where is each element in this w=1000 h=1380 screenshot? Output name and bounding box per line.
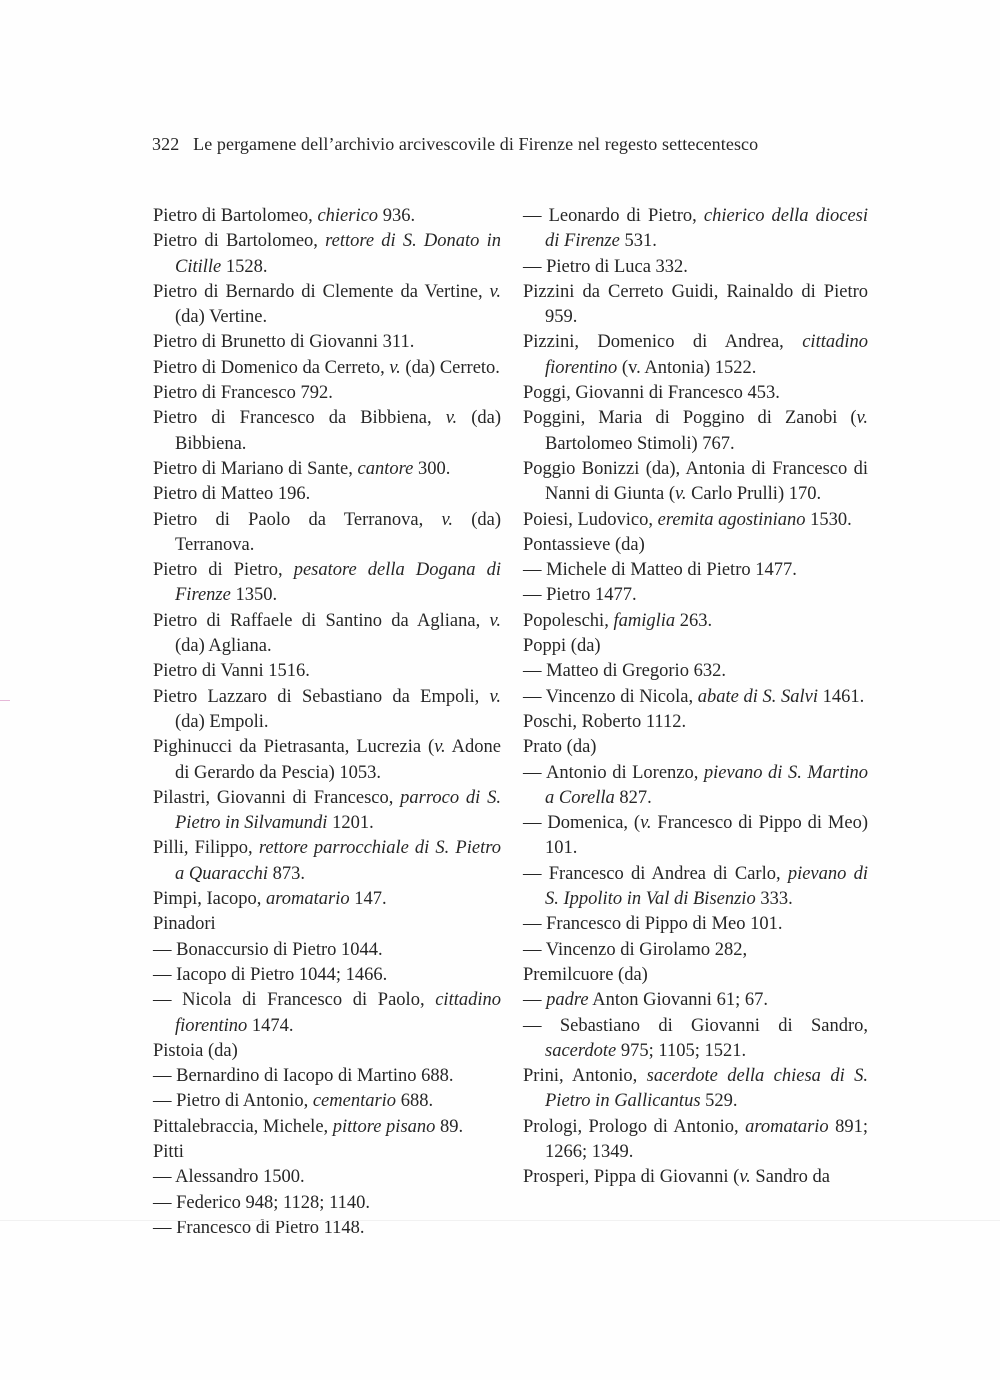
entry-text: Pietro di Raffaele di Santino da Agliana, — [153, 610, 490, 631]
entry-text: Prato (da) — [523, 737, 597, 758]
entry-text: Pilastri, Giovanni di Francesco, — [153, 787, 401, 808]
entry-italic-text: famiglia — [613, 610, 676, 631]
entry-italic-text: abate di S. Salvi — [697, 686, 818, 707]
entry-italic-text: chierico della diocesi di Firenze — [545, 206, 868, 252]
index-entry — [153, 912, 501, 937]
entry-text: — Alessandro 1500. — [153, 1167, 305, 1188]
entry-text: 147. — [349, 889, 387, 910]
entry-italic-text: v. — [441, 509, 453, 530]
index-entry — [523, 634, 868, 659]
index-entry — [523, 255, 868, 280]
entry-text: 891; 1266; 1349. — [545, 1116, 869, 1162]
entry-text: Pitti — [153, 1141, 184, 1162]
scan-line — [0, 1220, 1000, 1221]
entry-text: Pietro di Bartolomeo, — [153, 231, 326, 252]
index-entry — [153, 1140, 501, 1165]
entry-text: Pietro di Brunetto di Giovanni 311. — [153, 332, 415, 353]
entry-text: Poiesi, Ludovico, — [523, 509, 658, 530]
entry-text: — Matteo di Gregorio 632. — [523, 661, 726, 682]
index-column-right — [523, 204, 868, 1191]
entry-text: — Michele di Matteo di Pietro 1477. — [523, 560, 797, 581]
entry-text: Pietro di Matteo 196. — [153, 484, 311, 505]
entry-text: — Francesco di Andrea di Carlo, — [523, 863, 788, 884]
entry-text: (v. Antonia) 1522. — [617, 357, 757, 378]
entry-italic-text: eremita agostiniano — [657, 509, 806, 530]
page-number: 322 — [152, 134, 180, 154]
entry-text: — Vincenzo di Nicola, — [523, 686, 698, 707]
entry-italic-text: sacerdote della chiesa di S. Pietro in Gallicantus — [545, 1066, 868, 1112]
entry-italic-text: cementario — [312, 1091, 397, 1112]
index-entry — [153, 1115, 501, 1140]
entry-text: Pizzini, Domenico di Andrea, — [523, 332, 803, 353]
entry-text: — Pietro di Antonio, — [153, 1091, 313, 1112]
index-entry — [523, 685, 868, 710]
entry-text: 531. — [619, 231, 657, 252]
entry-text: 873. — [268, 863, 305, 884]
entry-text: Pilli, Filippo, — [153, 838, 259, 859]
running-title: Le pergamene dell’archivio arcivescovile di Firenze nel regesto settecentesco — [193, 134, 759, 154]
index-entry — [153, 229, 501, 280]
entry-text: Pistoia (da) — [153, 1040, 238, 1061]
entry-text: — Bernardino di Iacopo di Martino 688. — [153, 1066, 454, 1087]
entry-text: Pietro di Francesco 792. — [153, 383, 333, 404]
index-entry — [523, 963, 868, 988]
index-entry — [523, 1165, 868, 1190]
index-entry — [153, 836, 501, 887]
entry-italic-text: sacerdote — [545, 1040, 617, 1061]
index-entry — [153, 1165, 501, 1190]
entry-text: (da) Vertine. — [175, 307, 268, 328]
index-entry — [153, 685, 501, 736]
index-entry — [153, 482, 501, 507]
entry-text: — Leonardo di Pietro, — [523, 206, 704, 226]
entry-text: 1474. — [247, 1015, 294, 1036]
index-entry — [153, 938, 501, 963]
entry-text: Sandro da — [750, 1167, 830, 1188]
index-entry — [523, 1064, 868, 1115]
entry-text: 975; 1105; 1521. — [616, 1040, 747, 1061]
entry-italic-text: cittadino fiorentino — [175, 990, 501, 1036]
entry-text: 827. — [614, 787, 652, 808]
entry-italic-text: v. — [856, 408, 868, 429]
entry-text: Pietro di Mariano di Sante, — [153, 458, 358, 479]
entry-text: — Nicola di Francesco di Paolo, — [153, 990, 436, 1011]
index-entry — [153, 735, 501, 786]
entry-text: Pietro di Paolo da Terranova, — [153, 509, 442, 530]
entry-italic-text: padre — [546, 990, 589, 1011]
entry-text: Pizzini da Cerreto Guidi, Rainaldo di Pietro 959. — [523, 281, 868, 328]
entry-italic-text: v. — [389, 357, 401, 378]
entry-text: 300. — [413, 458, 451, 479]
entry-text: Poggio Bonizzi (da), Antonia di Francesco di Nanni di Giunta ( — [523, 458, 868, 505]
entry-text: Pittalebraccia, Michele, — [153, 1116, 333, 1137]
index-entry — [153, 204, 501, 229]
index-entry — [523, 735, 868, 760]
index-entry — [523, 659, 868, 684]
index-entry — [153, 887, 501, 912]
index-entry — [523, 204, 868, 255]
entry-text: 333. — [755, 889, 793, 910]
index-entry — [523, 1014, 868, 1065]
entry-text: — — [523, 990, 547, 1011]
index-entry — [153, 659, 501, 684]
index-entry — [153, 508, 501, 559]
index-entry — [523, 583, 868, 608]
entry-italic-text: chierico — [317, 206, 379, 226]
entry-text: — Pietro 1477. — [523, 585, 637, 606]
entry-text: — Francesco di Pippo di Meo 101. — [523, 914, 783, 935]
entry-text: Poggini, Maria di Poggino di Zanobi ( — [523, 408, 857, 429]
entry-italic-text: aromatario — [745, 1116, 829, 1137]
entry-text: — Federico 948; 1128; 1140. — [153, 1192, 371, 1213]
entry-italic-text: v. — [489, 686, 501, 707]
index-entry — [523, 761, 868, 812]
index-entry — [523, 710, 868, 735]
entry-italic-text: rettore di S. Donato in Citille — [175, 231, 501, 277]
entry-text: 529. — [700, 1091, 738, 1112]
entry-italic-text: v. — [640, 813, 652, 834]
entry-text: — Iacopo di Pietro 1044; 1466. — [153, 964, 388, 985]
entry-italic-text: rettore parrocchiale di S. Pietro a Quaracchi — [175, 838, 501, 884]
index-entry — [523, 508, 868, 533]
margin-mark — [0, 700, 10, 701]
entry-italic-text: aromatario — [266, 889, 350, 910]
entry-text: (da) Terranova. — [175, 509, 501, 555]
index-entry — [153, 1064, 501, 1089]
entry-text: Pietro di Bartolomeo, — [153, 206, 318, 226]
entry-text: Francesco di Pippo di Meo) 101. — [545, 813, 868, 859]
index-entry — [523, 609, 868, 634]
running-header — [152, 134, 758, 155]
entry-italic-text: cittadino fiorentino — [545, 332, 868, 378]
entry-text: 89. — [435, 1116, 464, 1137]
entry-text: Pietro di Pietro, — [153, 560, 294, 581]
entry-text: Pietro di Domenico da Cerreto, — [153, 357, 390, 378]
entry-text: (da) Empoli. — [175, 711, 269, 732]
entry-text: — Antonio di Lorenzo, — [523, 762, 704, 783]
entry-text: Prologi, Prologo di Antonio, — [523, 1116, 746, 1137]
entry-italic-text: pittore pisano — [332, 1116, 436, 1137]
entry-text: Poggi, Giovanni di Francesco 453. — [523, 383, 780, 404]
entry-text: Prini, Antonio, — [523, 1066, 647, 1087]
index-entry — [153, 558, 501, 609]
entry-text: (da) Agliana. — [175, 636, 272, 657]
index-entry — [523, 1115, 868, 1166]
entry-text: Pinadori — [153, 914, 216, 935]
entry-italic-text: pesatore della Dogana di Firenze — [175, 560, 501, 606]
entry-italic-text: v. — [739, 1167, 751, 1188]
index-entry — [523, 558, 868, 583]
index-entry — [523, 457, 868, 508]
index-entry — [523, 330, 868, 381]
index-column-left — [153, 204, 501, 1241]
entry-text: Popoleschi, — [523, 610, 614, 631]
entry-text: — Bonaccursio di Pietro 1044. — [153, 939, 383, 960]
index-entry — [153, 356, 501, 381]
index-entry — [523, 862, 868, 913]
index-entry — [153, 457, 501, 482]
entry-text: 936. — [378, 206, 416, 226]
entry-text: (da) Bibbiena. — [175, 408, 501, 454]
entry-text: Pighinucci da Pietrasanta, Lucrezia ( — [153, 737, 435, 758]
entry-text: — Pietro di Luca 332. — [523, 256, 688, 277]
entry-text: Pimpi, Iacopo, — [153, 889, 267, 910]
entry-text: Adone di Gerardo da Pescia) 1053. — [175, 737, 501, 783]
entry-italic-text: v. — [434, 737, 446, 758]
entry-text: — Vincenzo di Girolamo 282, — [523, 939, 748, 960]
entry-italic-text: v. — [445, 408, 458, 429]
entry-italic-text: parroco di S. Pietro in Silvamundi — [175, 787, 501, 834]
entry-text: 1530. — [805, 509, 852, 530]
index-entry — [523, 988, 868, 1013]
entry-italic-text: v. — [675, 484, 687, 505]
entry-text: Pietro di Vanni 1516. — [153, 661, 310, 682]
index-entry — [153, 1039, 501, 1064]
entry-text: — Domenica, ( — [523, 813, 641, 834]
index-entry — [153, 406, 501, 457]
entry-italic-text: pievano di S. Martino a Corella — [545, 762, 868, 808]
entry-text: 1528. — [221, 256, 268, 277]
entry-text: Premilcuore (da) — [523, 964, 648, 985]
entry-italic-text: cantore — [357, 458, 414, 479]
index-entry — [153, 1191, 501, 1216]
index-entry — [523, 280, 868, 331]
index-entry — [523, 938, 868, 963]
entry-text: Bartolomeo Stimoli) 767. — [545, 433, 735, 454]
index-entry — [153, 280, 501, 331]
entry-text: Poppi (da) — [523, 636, 601, 657]
index-entry — [153, 786, 501, 837]
index-entry — [523, 912, 868, 937]
entry-text: Poschi, Roberto 1112. — [523, 711, 687, 732]
index-entry — [153, 988, 501, 1039]
index-entry — [523, 406, 868, 457]
entry-text: 1201. — [327, 813, 374, 834]
entry-text: Pietro di Bernardo di Clemente da Vertine, — [153, 281, 490, 302]
index-entry — [153, 1089, 501, 1114]
entry-italic-text: pievano di S. Ippolito in Val di Bisenzio — [545, 863, 869, 910]
index-entry — [523, 811, 868, 862]
entry-text: Pietro Lazzaro di Sebastiano da Empoli, — [153, 686, 490, 707]
index-entry — [153, 330, 501, 355]
index-entry — [153, 609, 501, 660]
entry-text: 688. — [396, 1091, 434, 1112]
entry-italic-text: v. — [489, 610, 501, 631]
entry-text: Prosperi, Pippa di Giovanni ( — [523, 1167, 740, 1188]
entry-text: — Francesco di Pietro 1148. — [153, 1217, 365, 1238]
entry-text: — Sebastiano di Giovanni di Sandro, — [523, 1015, 868, 1036]
entry-text: 263. — [675, 610, 713, 631]
index-entry — [153, 963, 501, 988]
entry-text: 1350. — [230, 585, 278, 606]
entry-text: Anton Giovanni 61; 67. — [588, 990, 768, 1011]
entry-text: 1461. — [818, 686, 865, 707]
entry-italic-text: v. — [489, 281, 501, 302]
entry-text: Carlo Prulli) 170. — [686, 484, 822, 505]
entry-text: Pietro di Francesco da Bibbiena, — [153, 408, 446, 429]
index-entry — [523, 533, 868, 558]
entry-text: (da) Cerreto. — [400, 357, 500, 378]
index-entry — [523, 381, 868, 406]
entry-text: Pontassieve (da) — [523, 534, 645, 555]
index-entry — [153, 381, 501, 406]
